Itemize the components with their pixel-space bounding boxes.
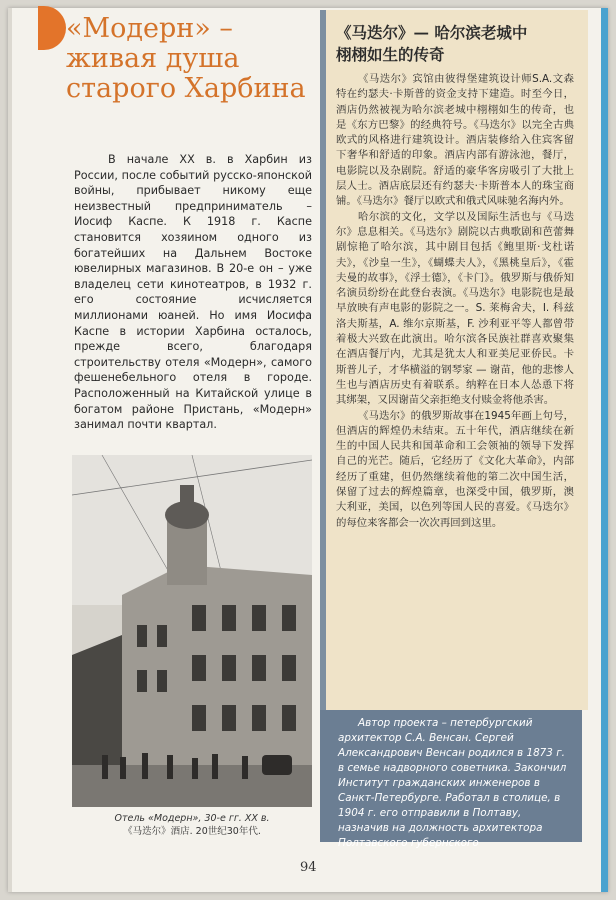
page-number: 94 bbox=[300, 860, 317, 875]
caption-russian: Отель «Модерн», 30-е гг. XX в. bbox=[114, 813, 270, 824]
hotel-building-illustration bbox=[72, 455, 312, 807]
title-line-3: старого Харбина bbox=[66, 73, 306, 104]
chinese-section-title bbox=[336, 22, 574, 66]
chinese-body-text bbox=[336, 72, 574, 531]
title-line-1: «Модерн» – bbox=[66, 13, 233, 44]
photo-caption bbox=[72, 812, 312, 838]
title-line-2: живая душа bbox=[66, 43, 240, 74]
page-left-edge bbox=[8, 8, 12, 892]
page-right-edge bbox=[601, 8, 608, 892]
cn-title-line-1: 《马迭尔》— 哈尔滨老城中 bbox=[336, 23, 528, 42]
cn-paragraph-2: 哈尔滨的文化，文学以及国际生活也与《马迭尔》息息相关。《马迭尔》剧院以古典歌剧和芭蕾舞剧惊艳了哈尔滨，其中剧目包括《鲍里斯·戈杜诺夫》，《沙皇一生》，《蝴蝶夫人》，《黑桃皇后》，《霍夫曼的故事》，《浮士德》，《卡门》。俄罗斯与俄侨知名演员纷纷在此登台表演。《马迭尔》电影院也是最早放映有声电影的影院之一。S. 莱梅舍夫，I. 科兹洛夫斯基，A. 维尔京斯基，F. 沙利亚平等人都曾带着极大兴致在此演出。哈尔滨各民族社群喜欢聚集在酒店餐厅内，尤其是犹太人和亚美尼亚侨民。卡斯普儿子，才华横溢的钢琴家 — 谢苗，他的悲惨人生也与酒店历史有着联系。纳粹在日本人怂恿下将其绑架，又因谢苗父亲拒绝支付赎金将他杀害。 bbox=[336, 210, 574, 407]
hotel-modern-photo bbox=[72, 455, 312, 807]
article-title bbox=[66, 14, 316, 104]
russian-body-text: В начале XX в. в Харбин из России, после событий русско-японской войны, прибывает никому еще неизвестный предприниматель – Иосиф Каспе. К 1918 г. Каспе становится хозяином одного из богатейших на Дальнем Востоке ювелирных магазинов. В 20-е он – уже владелец сети кинотеатров, в 1932 г. его состояние исчисляется миллионами юаней. Но имя Иосифа Каспе в истории Харбина осталось, прежде всего, благодаря строительству отеля «Модерн», самого фешенебельного отеля в городе. Расположенный на Китайской улице в богатом районе Пристань, «Модерн» занимал почти квартал. bbox=[74, 153, 312, 432]
architect-bio-text: Автор проекта – петербургский архитектор С.А. Венсан. Сергей Александрович Венсан родился в 1873 г. в семье надворного советника. Закончил Институт гражданских инженеров в Санкт-Петербурге. Работал в столице, в 1904 г. его отправили в Полтаву, назначив на должность архитектора Полтавского губернского bbox=[338, 717, 567, 849]
cn-paragraph-3: 《马迭尔》的俄罗斯故事在1945年画上句号，但酒店的辉煌仍未结束。五十年代，酒店继续在新生的中国人民共和国革命和工会领袖的领导下发挥自己的光芒。随后，它经历了《文化大革命》，内部经历了重建，但仍然继续着他的第二次中国生活，保留了过去的辉煌篇章，也深受中国，俄罗斯，澳大利亚，美国，以色列等国人民的喜爱。《马迭尔》的每位来客都会一次次再回到这里。 bbox=[336, 409, 574, 529]
cn-title-line-2: 栩栩如生的传奇 bbox=[336, 45, 445, 64]
cn-paragraph-1: 《马迭尔》宾馆由彼得堡建筑设计师S.A.文森特在约瑟夫·卡斯普的资金支持下建造。时至今日，酒店仍然被视为哈尔滨老城中栩栩如生的传奇，也是《东方巴黎》的经典符号。《马迭尔》以完全古典欧式的风格进行建筑设计。酒店装修给入住宾客留下奢华和舒适的印象。酒店内部有游泳池，餐厅，电影院以及杂剧院。舒适的豪华客房吸引了大批上层人士。酒店底层还有约瑟夫·卡斯普本人的珠宝商铺。《马迭尔》餐厅以欧式和俄式风味驰名海内外。 bbox=[336, 73, 574, 208]
caption-chinese: 《马迭尔》酒店. 20世纪30年代. bbox=[123, 826, 261, 837]
